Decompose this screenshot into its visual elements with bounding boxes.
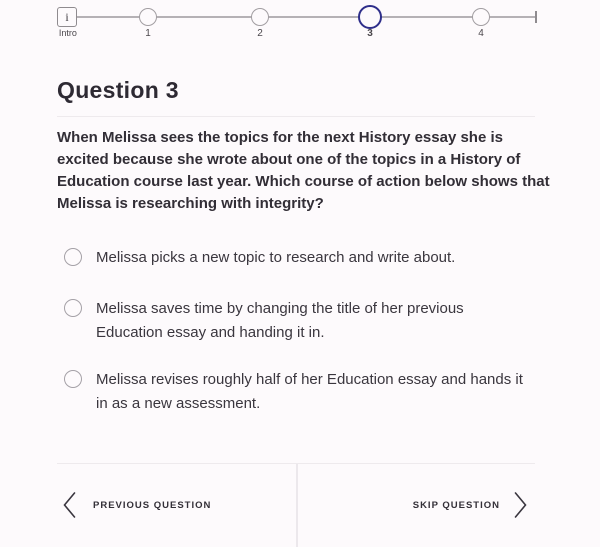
prompt-line: When Melissa sees the topics for the next History essay she is [57, 129, 503, 146]
option-label [96, 297, 551, 345]
stepper-end-cap [535, 11, 537, 23]
option-label [96, 368, 551, 416]
stepper-label-4: 4 [478, 28, 484, 39]
footer-vertical-divider [296, 464, 298, 547]
stepper-node-2[interactable] [251, 8, 269, 26]
stepper-label-intro: Intro [58, 28, 77, 38]
prompt-line: excited because she wrote about one of the topics in a History of [57, 151, 521, 168]
option-line: Education essay and handing it in. [96, 324, 325, 341]
answer-option-1[interactable] [64, 246, 551, 270]
option-line: Melissa saves time by changing the title of her previous [96, 300, 464, 317]
info-icon: i [65, 9, 69, 24]
answer-option-2[interactable] [64, 297, 551, 345]
chevron-right-icon [514, 491, 528, 519]
option-line: Melissa revises roughly half of her Education essay and hands it [96, 371, 523, 388]
radio-button-icon[interactable] [64, 248, 82, 266]
stepper-label-2: 2 [257, 28, 263, 39]
radio-button-icon[interactable] [64, 299, 82, 317]
stepper-label-3: 3 [367, 28, 373, 39]
answer-option-3[interactable] [64, 368, 551, 416]
option-line: in as a new assessment. [96, 395, 261, 412]
chevron-left-icon [62, 491, 76, 519]
prompt-line: Melissa is researching with integrity? [57, 195, 324, 212]
option-label [96, 246, 551, 270]
stepper-label-1: 1 [145, 28, 151, 39]
previous-question-button[interactable] [62, 463, 211, 547]
skip-question-button[interactable] [413, 463, 528, 547]
stepper-node-4[interactable] [472, 8, 490, 26]
skip-question-label: SKIP QUESTION [412, 499, 500, 511]
stepper-track-line [67, 16, 537, 18]
question-title: Question 3 [57, 77, 535, 117]
prompt-line: Education course last year. Which course of action below shows that [57, 173, 550, 190]
stepper-node-3-active[interactable] [358, 5, 382, 29]
option-line: Melissa picks a new topic to research and write about. [96, 249, 456, 266]
progress-stepper [0, 0, 600, 45]
stepper-node-1[interactable] [139, 8, 157, 26]
previous-question-label: PREVIOUS QUESTION [93, 499, 212, 511]
stepper-node-intro[interactable] [57, 7, 77, 27]
radio-button-icon[interactable] [64, 370, 82, 388]
question-prompt [57, 127, 567, 215]
footer-nav [0, 463, 600, 547]
